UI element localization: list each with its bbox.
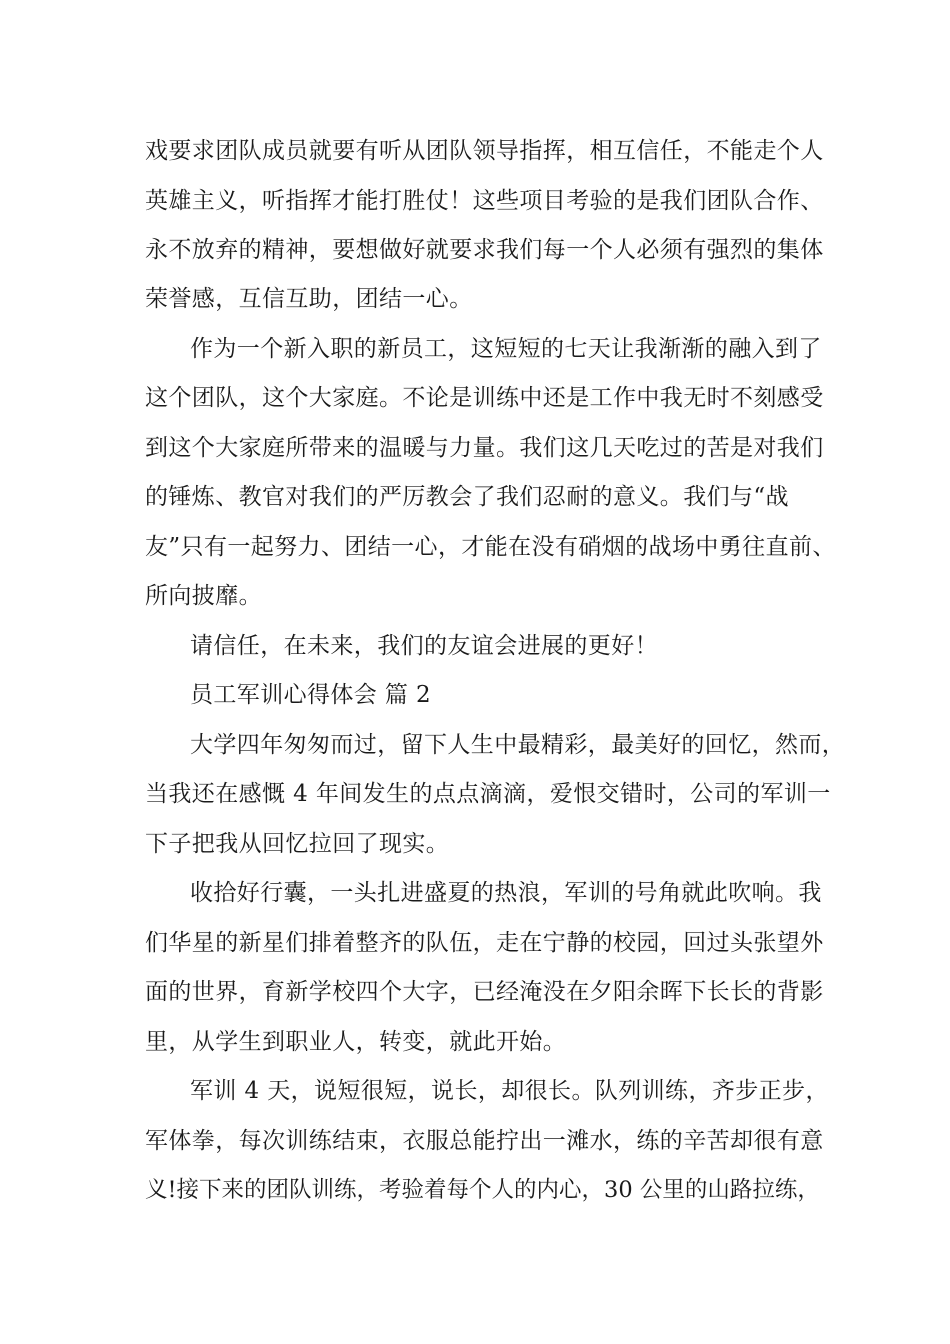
text-line: 收拾好行囊，一头扎进盛夏的热浪，军训的号角就此吹响。我	[190, 880, 822, 906]
text-line: 们华星的新星们排着整齐的队伍，走在宁静的校园，回过头张望外	[145, 930, 824, 956]
text-line: 面的世界，育新学校四个大字，已经淹没在夕阳余晖下长长的背影	[145, 979, 824, 1005]
section-heading: 员工军训心得体会 篇 2	[190, 682, 432, 708]
text-line: 下子把我从回忆拉回了现实。	[145, 831, 450, 857]
text-line: 这个团队，这个大家庭。不论是训练中还是工作中我无时不刻感受	[145, 385, 824, 411]
text-line: 作为一个新入职的新员工，这短短的七天让我渐渐的融入到了	[190, 336, 822, 362]
text-line: 军训 4 天，说短很短，说长，却很长。队列训练，齐步正步，	[190, 1078, 829, 1104]
text-line: 军体拳，每次训练结束，衣服总能拧出一滩水，练的辛苦却很有意	[145, 1128, 824, 1154]
text-line: 英雄主义，听指挥才能打胜仗！这些项目考验的是我们团队合作、	[145, 188, 824, 214]
text-line: 戏要求团队成员就要有听从团队领导指挥，相互信任，不能走个人	[145, 138, 824, 164]
text-line: 大学四年匆匆而过，留下人生中最精彩，最美好的回忆，然而，	[190, 732, 846, 758]
text-line: 义!接下来的团队训练，考验着每个人的内心，30 公里的山路拉练，	[145, 1177, 820, 1203]
text-line: 荣誉感，互信互助，团结一心。	[145, 286, 473, 312]
text-line: 请信任，在未来，我们的友谊会进展的更好！	[190, 633, 658, 659]
text-line: 永不放弃的精神，要想做好就要求我们每一个人必须有强烈的集体	[145, 237, 824, 263]
text-line: 友”只有一起努力、团结一心，才能在没有硝烟的战场中勇往直前、	[145, 534, 836, 560]
text-line: 到这个大家庭所带来的温暖与力量。我们这几天吃过的苦是对我们	[145, 435, 824, 461]
text-line: 里，从学生到职业人，转变，就此开始。	[145, 1029, 567, 1055]
text-line: 当我还在感慨 4 年间发生的点点滴滴，爱恨交错时，公司的军训一	[145, 781, 831, 807]
text-line: 的锤炼、教官对我们的严厉教会了我们忍耐的意义。我们与“战	[145, 484, 789, 510]
text-line: 所向披靡。	[145, 583, 262, 609]
